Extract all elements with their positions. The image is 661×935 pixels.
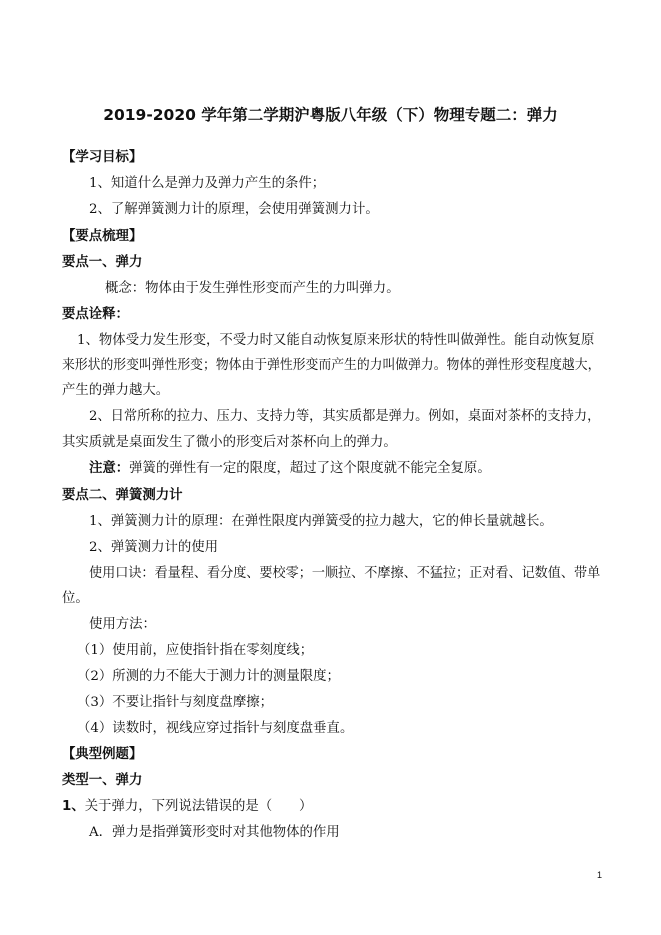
- point2-item2: 2、弹簧测力计的使用: [89, 540, 219, 555]
- goals-heading: 【学习目标】: [62, 150, 143, 165]
- usage-tips-line1: 使用口诀：看量程、看分度、要校零；一顺拉、不摩擦、不猛拉；正对看、记数值、带单: [89, 566, 601, 581]
- goal-2: 2、了解弹簧测力计的原理，会使用弹簧测力计。: [89, 202, 379, 217]
- point2-heading: 要点二、弹簧测力计: [62, 488, 183, 503]
- question-1-text: 关于弹力，下列说法错误的是（ ）: [84, 799, 313, 814]
- usage-method: 使用方法：: [89, 617, 156, 632]
- attention-label: 注意：: [89, 461, 130, 476]
- examples-heading: 【典型例题】: [62, 747, 143, 762]
- note1-line1: 1、物体受力发生形变，不受力时又能自动恢复原来形状的特性叫做弹性。能自动恢复原: [77, 333, 595, 348]
- page-number: 1: [597, 870, 603, 880]
- document-title: 2019-2020 学年第二学期沪粤版八年级（下）物理专题二：弹力: [103, 106, 558, 124]
- type1-heading: 类型一、弹力: [62, 773, 143, 788]
- point-notes-heading: 要点诠释：: [62, 307, 129, 322]
- attention-note: [89, 460, 491, 478]
- note1-line3: 产生的弹力越大。: [62, 383, 170, 398]
- note2-line2: 其实质就是桌面发生了微小的形变后对茶杯向上的弹力。: [62, 435, 397, 450]
- point2-item1: 1、弹簧测力计的原理：在弹性限度内弹簧受的拉力越大，它的伸长量就越长。: [89, 514, 553, 529]
- method-3: （3）不要让指针与刻度盘摩擦；: [77, 695, 273, 710]
- usage-tips-line2: 位。: [62, 591, 89, 606]
- attention-text: 弹簧的弹性有一定的限度，超过了这个限度就不能完全复原。: [129, 461, 491, 476]
- points-heading: 【要点梳理】: [62, 229, 143, 244]
- method-1: （1）使用前，应使指针指在零刻度线；: [77, 643, 314, 658]
- question-1-option-a: A．弹力是指弹簧形变时对其他物体的作用: [89, 825, 340, 840]
- question-1-number: 1、: [62, 799, 85, 814]
- question-1: [62, 798, 312, 816]
- point1-concept: 概念：物体由于发生弹性形变而产生的力叫弹力。: [105, 281, 400, 296]
- point1-heading: 要点一、弹力: [62, 255, 143, 270]
- goal-1: 1、知道什么是弹力及弹力产生的条件；: [89, 176, 326, 191]
- note1-line2: 来形状的形变叫弹性形变；物体由于弹性形变而产生的力叫做弹力。物体的弹性形变程度越大，: [62, 358, 601, 373]
- note2-line1: 2、日常所称的拉力、压力、支持力等，其实质都是弹力。例如，桌面对茶杯的支持力，: [89, 409, 601, 424]
- method-4: （4）读数时，视线应穿过指针与刻度盘垂直。: [77, 721, 354, 736]
- method-2: （2）所测的力不能大于测力计的测量限度；: [77, 669, 340, 684]
